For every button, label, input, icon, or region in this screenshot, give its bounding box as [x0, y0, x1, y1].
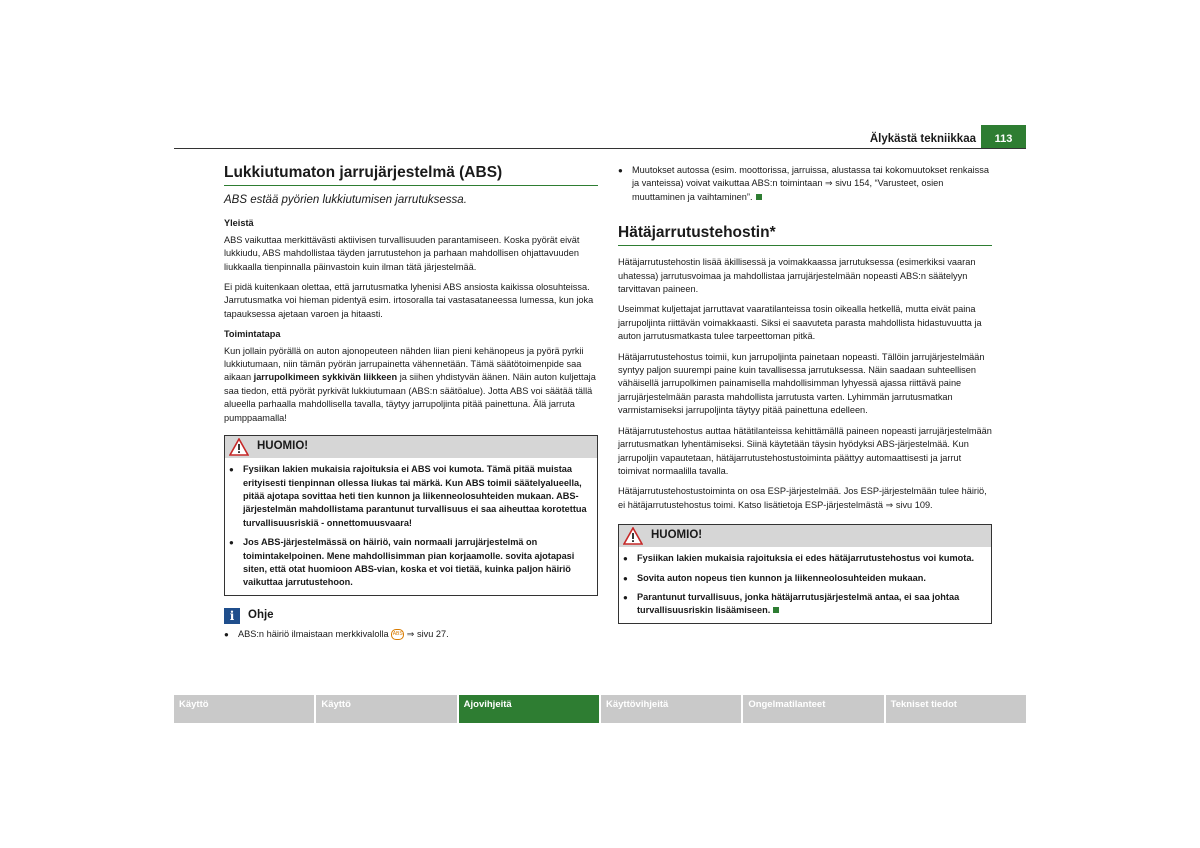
paragraph: Useimmat kuljettajat jarruttavat vaaratilanteissa tosin oikealla hetkellä, mutta eivät paina jarrupoljinta riittävän voimakkaasti. Siksi ei saavuteta parasta mahdollista hidastuvuutta ja auton jarrutusmatkasta tulee tarpeettoman pitkä. — [618, 304, 982, 342]
list-item-text: Fysiikan lakien mukaisia rajoituksia ei edes hätäjarrutustehostus voi kumota. — [637, 553, 974, 564]
warning-title: HUOMIO! — [257, 440, 309, 453]
warning-box — [618, 524, 992, 624]
text-run: Parantunut turvallisuus, jonka hätäjarrutusjärjestelmä antaa, ei saa johtaa turvallisuusriskin lisäämiseen. — [637, 591, 960, 616]
warning-triangle-icon — [229, 438, 249, 456]
text-run: ja siihen yhdistyvän äänen. Näin auton kuljettaja saa tiedon, että pyörät pyrkivät lukkiutumaan (ABS:n säätöalue). Jotta ABS voi säätää tällä alueella parhaalla mahdollisella tavalla, täytyy jarrupoljinta pitää painettuna. Älä jarruta pumppaamalla! — [224, 372, 596, 423]
list-item-text — [238, 628, 598, 641]
section-general-title: Yleistä — [224, 218, 254, 229]
bullet-icon: ● — [224, 629, 229, 639]
section-end-icon — [756, 194, 762, 200]
warning-body — [619, 547, 991, 623]
list-item — [623, 552, 987, 565]
nav-tab-ajovihjeita[interactable]: Ajovihjeitä — [459, 695, 599, 723]
nav-tab-kaytto-2[interactable]: Käyttö — [316, 695, 456, 723]
right-column — [618, 164, 992, 624]
chapter-navigation — [174, 695, 1026, 723]
list-item — [229, 463, 593, 530]
list-item — [224, 628, 598, 641]
section-end-icon — [773, 607, 779, 613]
paragraph: ABS vaikuttaa merkittävästi aktiivisen turvallisuuden parantamiseen. Koska pyörät eivät lukkiudu, ABS mahdollistaa täyden jarrutustehon ja parhaan mahdollisen ohjattavuuden liukkaalla tienpinnalla päinvastoin kuin ilman tätä järjestelmää. — [224, 234, 580, 272]
text-run: Kun jollain pyörällä on auton ajonopeuteen nähden liian pieni kehänopeus ja pyörä pyrkii lukkiutumaan, niin tämän pyörän jarrupainetta vähennetään. Tämä säätötoimenpide saa aikaan — [224, 345, 584, 383]
paragraph: Ei pidä kuitenkaan olettaa, että jarrutusmatka lyhenisi ABS ansiosta kaikissa olosuhteissa. Jarrutusmatka voi hieman pidentyä esim. irtosoralla tai vastasataneessa lumessa, kun joka tapauksessa ajetaan varoen ja hitaasti. — [224, 282, 594, 319]
left-column — [224, 164, 598, 641]
paragraph: Hätäjarrutustehostin lisää äkillisessä ja voimakkaassa jarrutuksessa (esimerkiksi vaaran uhatessa) jarrutusvoimaa ja mahdollistaa jarrujärjestelmään nopeasti ABS:n säätelyyn tarvittavan paineen. — [618, 257, 976, 295]
nav-tab-kayttovihjeita[interactable]: Käyttövihjeitä — [601, 695, 741, 723]
text-run: Muutokset autossa (esim. moottorissa, jarruissa, alustassa tai kokomuutokset renkaissa ja vanteissa) voivat vaikuttaa ABS:n toimintaan ⇒ sivu 154, “Varusteet, osien muuttaminen ja vaihtaminen”. — [632, 165, 989, 202]
warning-triangle-icon — [623, 527, 643, 545]
list-item — [618, 164, 992, 204]
list-item — [623, 591, 987, 618]
paragraph: Hätäjarrutustehostus auttaa hätätilanteissa kehittämällä paineen nopeasti jarrujärjestelmään jarrutusmatkan lyhentämiseksi. Siinä käytetään täysin hyödyksi ABS-järjestelmää. Kun jarrupoljin vapautetaan, hätäjarrutustehostustoiminta päättyy automaattisesti ja jarrut toimivat normaalilla tavalla. — [618, 425, 992, 476]
section-operation-title: Toimintatapa — [224, 329, 281, 340]
paragraph: Hätäjarrutustehostustoiminta on osa ESP-järjestelmää. Jos ESP-järjestelmään tulee häiriö, ei hätäjarrutustehostus toimi. Katso lisätietoja ESP-järjestelmästä ⇒ sivu 109. — [618, 486, 987, 510]
emphasis-text: jarrupolkimeen sykkivän liikkeen — [253, 372, 398, 383]
note-box — [224, 608, 598, 641]
bullet-icon: ● — [229, 465, 234, 475]
nav-tab-ongelmatilanteet[interactable]: Ongelmatilanteet — [743, 695, 883, 723]
nav-tab-tekniset-tiedot[interactable]: Tekniset tiedot — [886, 695, 1026, 723]
text-run: ABS:n häiriö ilmaistaan merkkivalolla — [238, 628, 389, 639]
list-item — [229, 536, 593, 590]
abs-subtitle: ABS estää pyörien lukkiutumisen jarrutuksessa. — [224, 194, 467, 206]
header-divider — [174, 148, 1026, 149]
list-item — [623, 572, 987, 585]
bullet-icon: ● — [623, 573, 628, 583]
warning-box — [224, 435, 598, 596]
bullet-icon: ● — [623, 554, 628, 564]
bullet-icon: ● — [623, 592, 628, 602]
list-item-text: Jos ABS-järjestelmässä on häiriö, vain normaali jarrujärjestelmä on toimintakelpoinen. Mene mahdollisimman pian korjaamolle. sovita ajotapasi siten, että otat huomioon ABS-vian, koska et voi tietää, kuinka paljon häiriö vaikuttaa jarrutustehoon. — [243, 537, 575, 588]
info-icon: i — [224, 608, 240, 624]
list-item-text — [632, 164, 992, 204]
page-number: 113 — [981, 125, 1026, 149]
abs-warning-lamp-icon: ABS — [391, 629, 404, 640]
brake-assist-heading: Hätäjarrutustehostin* — [618, 224, 992, 246]
list-item-text: Fysiikan lakien mukaisia rajoituksia ei ABS voi kumota. Tämä pitää muistaa erityisesti tienpinnan ollessa liukas tai märkä. Kun ABS toimii säätelyalueella, pitää ajotapa sovittaa heti tien kunnon ja liikenneolosuhteiden mukaan. ABS-järjestelmän mahdollistama parantunut turvallisuus ei saa aiheuttaa korotettua turvallisuusriskiä - onnettomuusvaara! — [243, 464, 587, 528]
nav-tab-kaytto-1[interactable]: Käyttö — [174, 695, 314, 723]
chapter-title: Älykästä tekniikkaa — [869, 133, 976, 145]
warning-header — [619, 525, 991, 547]
note-header — [224, 608, 598, 624]
warning-body — [225, 458, 597, 595]
note-title: Ohje — [248, 609, 274, 622]
paragraph — [224, 345, 598, 425]
list-item-text: Sovita auton nopeus tien kunnon ja liikenneolosuhteiden mukaan. — [637, 572, 926, 583]
list-item-text — [637, 591, 987, 618]
warning-title: HUOMIO! — [651, 529, 703, 542]
abs-heading: Lukkiutumaton jarrujärjestelmä (ABS) — [224, 164, 598, 186]
bullet-icon: ● — [618, 166, 623, 175]
bullet-icon: ● — [229, 538, 234, 548]
paragraph: Hätäjarrutustehostus toimii, kun jarrupoljinta painetaan nopeasti. Tällöin jarrujärjestelmään syntyy paljon suurempi paine kuin tavallisessa jarrutuksessa. Näin saadaan suhteellisen vähäisellä jarrupolkimen painamisella mahdollisimman lyhyessä ajassa riittävä paine jarrujärjestelmään parasta mahdollista jarrutusta varten. Lyhimmän jarrutusmatkan varmistamiseksi jarrupoljinta täytyy pitää painettuna edelleen. — [618, 351, 985, 416]
warning-header — [225, 436, 597, 458]
page-reference-link[interactable]: ⇒ sivu 27. — [406, 628, 449, 639]
